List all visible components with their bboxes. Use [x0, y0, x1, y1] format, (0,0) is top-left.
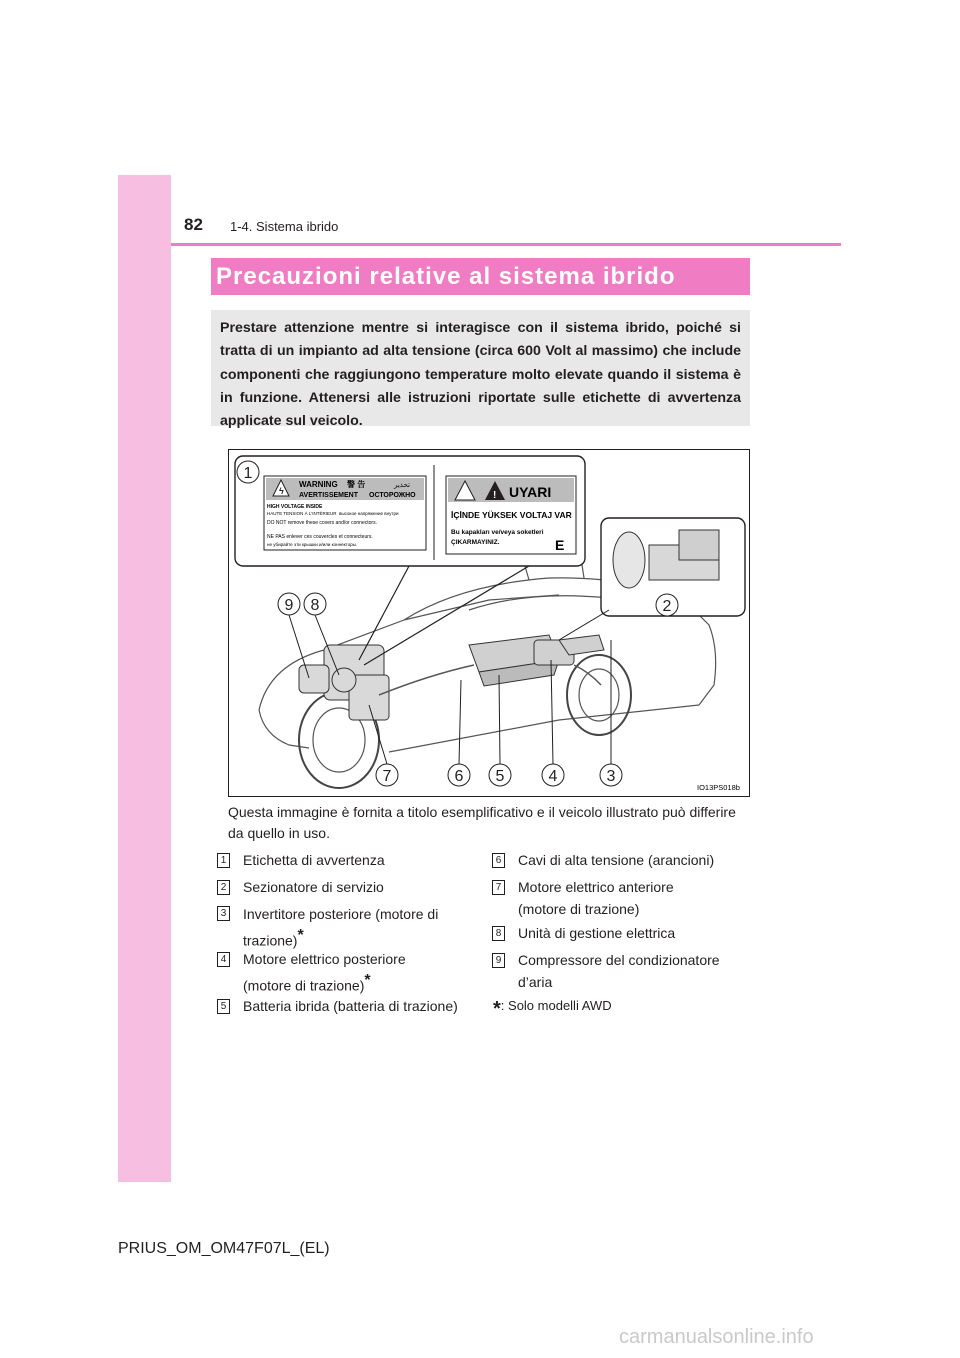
legend-num-6: 6: [492, 853, 505, 868]
bolt-icon: ϟ: [279, 486, 284, 496]
legend-text-8: Unità di gestione elettrica: [518, 925, 676, 941]
legend-star-3: *: [297, 927, 304, 944]
label-tr-line1: İÇİNDE YÜKSEK VOLTAJ VAR: [451, 510, 572, 520]
label-avertissement: AVERTISSEMENT: [299, 492, 358, 499]
legend-text-9: Compressore del condizionatore d’aria: [518, 952, 720, 990]
label-uyari: UYARI: [509, 484, 552, 500]
label-ostorozhno: ОСТОРОЖНО: [369, 492, 416, 499]
legend-num-8: 8: [492, 926, 505, 941]
callout-2: 2: [662, 598, 672, 615]
legend-text-5: Batteria ibrida (batteria di trazione): [243, 998, 458, 1014]
legend-num-3: 3: [217, 906, 230, 921]
callout-3: 3: [606, 768, 616, 785]
page-number: 82: [184, 215, 203, 234]
footer-code: PRIUS_OM_OM47F07L_(EL): [118, 1240, 330, 1257]
header-rule: [171, 243, 841, 246]
label-ne-ubirayte: не убирайте эти крышки и/или коннекторы.: [267, 542, 358, 547]
legend-num-2: 2: [217, 880, 230, 895]
callout-8: 8: [310, 597, 320, 614]
hybrid-system-figure: [228, 449, 750, 797]
legend-item-3: [243, 903, 469, 952]
callout-1: 1: [243, 465, 253, 482]
label-do-not: DO NOT remove these covers and/or connectors.: [267, 520, 377, 526]
watermark: carmanualsonline.info: [619, 1326, 814, 1348]
legend-text-7: Motore elettrico anteriore (motore di trazione): [518, 879, 674, 917]
footnote-star: *: [493, 998, 501, 1020]
label-haute-tension: HAUTE TENSION À L'INTÉRIEUR: [267, 511, 337, 516]
legend-item-4: [243, 948, 443, 997]
label-tr-line3: ÇIKARMAYINIZ.: [451, 539, 500, 546]
label-tr-letter: E: [555, 537, 565, 553]
warning-label-callout: [235, 456, 585, 665]
label-ne-pas: NE PAS enlever ces couvercles et connecteurs.: [267, 534, 373, 540]
legend-text-2: Sezionatore di servizio: [243, 879, 384, 895]
label-kanji: 警 告: [347, 480, 366, 489]
label-warning: WARNING: [299, 480, 338, 489]
legend-num-9: 9: [492, 953, 505, 968]
legend-text-4: Motore elettrico posteriore (motore di trazione): [243, 951, 406, 994]
label-vysokoe: высокое напряжение внутри: [339, 511, 399, 516]
figure-code: IO13PS018b: [697, 783, 740, 792]
callout-7: 7: [382, 768, 392, 785]
legend-num-1: 1: [217, 853, 230, 868]
legend-text-6: Cavi di alta tensione (arancioni): [518, 852, 715, 868]
exclamation-icon: !: [493, 490, 497, 501]
page-sidebar-tab: [118, 175, 171, 1182]
label-high-voltage: HIGH VOLTAGE INSIDE: [267, 504, 323, 510]
footnote-text: : Solo modelli AWD: [500, 998, 612, 1013]
figure-caption: Questa immagine è fornita a titolo esemplificativo e il veicolo illustrato può differire da quello in uso.: [228, 804, 736, 841]
callout-9: 9: [284, 597, 294, 614]
legend-num-4: 4: [217, 952, 230, 967]
legend-num-5: 5: [217, 999, 230, 1014]
legend-star-4: *: [364, 972, 371, 989]
callout-6: 6: [454, 768, 464, 785]
legend-num-7: 7: [492, 880, 505, 895]
page-title: Precauzioni relative al sistema ibrido: [216, 263, 676, 290]
label-arabic: تحذير: [394, 482, 410, 489]
callout-5: 5: [495, 768, 505, 785]
label-tr-line2: Bu kapakları ve/veya soketleri: [451, 529, 544, 536]
section-label: 1-4. Sistema ibrido: [230, 219, 339, 234]
intro-text: Prestare attenzione mentre si interagisce con il sistema ibrido, poiché si tratta di un impianto ad alta tensione (circa 600 Volt al massimo) che include componenti che raggiungono temperature molto elevate quando il sistema è in funzione. Attenersi alle istruzioni riportate sulle etichette di avvertenza applicate sul veicolo.: [220, 320, 741, 430]
legend-text-3: Invertitore posteriore (motore di trazione): [243, 906, 439, 949]
callout-4: 4: [548, 768, 558, 785]
footnote: [493, 998, 612, 1021]
legend-text-1: Etichetta di avvertenza: [243, 852, 385, 868]
